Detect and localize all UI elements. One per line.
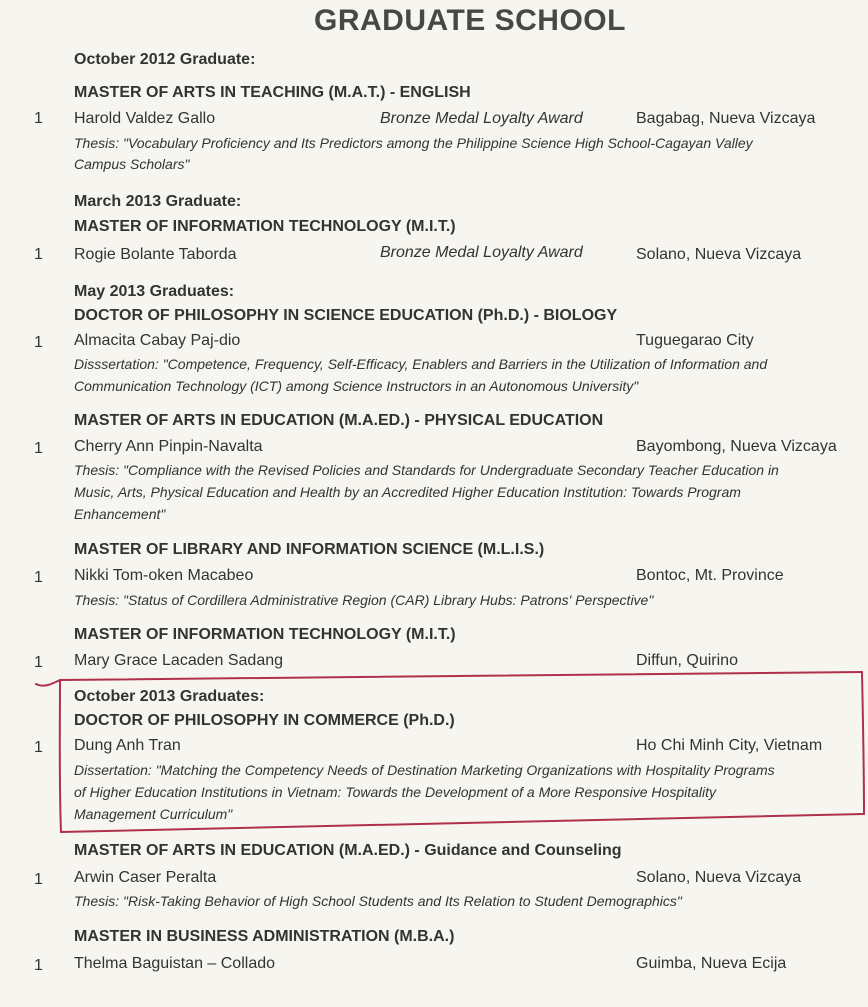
thesis-line: Communication Technology (ICT) among Science Instructors in an Autonomous University" [74,378,639,394]
place: Guimba, Nueva Ecija [636,955,787,972]
program-title: DOCTOR OF PHILOSOPHY IN SCIENCE EDUCATION (Ph.D.) - BIOLOGY [74,307,618,324]
thesis-line: Enhancement" [74,506,166,522]
graduate-name: Arwin Caser Peralta [74,869,217,886]
thesis-line: Disssertation: "Competence, Frequency, Self-Efficacy, Enablers and Barriers in the Utilization of Information and [74,356,768,372]
program-title: MASTER IN BUSINESS ADMINISTRATION (M.B.A.) [74,928,455,945]
graduate-name: Dung Anh Tran [74,737,181,754]
graduate-label: October 2012 Graduate: [74,51,256,68]
award: Bronze Medal Loyalty Award [380,244,583,261]
program-title: MASTER OF INFORMATION TECHNOLOGY (M.I.T.) [74,218,456,235]
graduate-name: Nikki Tom-oken Macabeo [74,567,254,584]
program-title: MASTER OF ARTS IN EDUCATION (M.A.ED.) - PHYSICAL EDUCATION [74,412,604,429]
place: Bagabag, Nueva Vizcaya [636,110,816,127]
entry-number: 1 [34,569,43,586]
thesis-line: Thesis: "Compliance with the Revised Policies and Standards for Undergraduate Secondary Teacher Education in [74,462,779,478]
place: Diffun, Quirino [636,652,738,669]
thesis-line: Management Curriculum" [74,806,233,822]
graduate-label: October 2013 Graduates: [74,688,265,705]
graduate-name: Rogie Bolante Taborda [74,246,237,263]
thesis-line: Thesis: "Risk-Taking Behavior of High School Students and Its Relation to Student Demographics" [74,893,682,909]
graduate-label: May 2013 Graduates: [74,283,235,300]
thesis-line: Dissertation: "Matching the Competency Needs of Destination Marketing Organizations with Hospitality Programs [74,762,775,778]
thesis-line: Campus Scholars" [74,156,190,172]
thesis-line: Music, Arts, Physical Education and Health by an Accredited Higher Education Institution: Towards Program [74,484,741,500]
entry-number: 1 [34,654,43,671]
entry-number: 1 [34,334,43,351]
entry-number: 1 [34,957,43,974]
entry-number: 1 [34,871,43,888]
place: Solano, Nueva Vizcaya [636,869,802,886]
entry-number: 1 [34,246,43,263]
thesis-line: Thesis: "Status of Cordillera Administrative Region (CAR) Library Hubs: Patrons' Perspective" [74,592,654,608]
award: Bronze Medal Loyalty Award [380,110,583,127]
thesis-line: Thesis: "Vocabulary Proficiency and Its Predictors among the Philippine Science High School-Cagayan Valley [74,135,753,151]
graduate-name: Cherry Ann Pinpin-Navalta [74,438,263,455]
place: Solano, Nueva Vizcaya [636,246,802,263]
graduate-name: Almacita Cabay Paj-dio [74,332,241,349]
graduate-name: Thelma Baguistan – Collado [74,955,276,972]
program-title: MASTER OF ARTS IN TEACHING (M.A.T.) - ENGLISH [74,84,471,101]
entry-number: 1 [34,739,43,756]
entry-number: 1 [34,440,43,457]
entry-number: 1 [34,110,43,127]
place: Bayombong, Nueva Vizcaya [636,438,837,455]
place: Ho Chi Minh City, Vietnam [636,737,823,754]
place: Tuguegarao City [636,332,754,349]
page-title: GRADUATE SCHOOL [314,4,626,37]
graduate-label: March 2013 Graduate: [74,193,242,210]
place: Bontoc, Mt. Province [636,567,784,584]
program-title: DOCTOR OF PHILOSOPHY IN COMMERCE (Ph.D.) [74,712,455,729]
program-title: MASTER OF LIBRARY AND INFORMATION SCIENCE (M.L.I.S.) [74,541,545,558]
graduate-name: Harold Valdez Gallo [74,110,216,127]
program-title: MASTER OF ARTS IN EDUCATION (M.A.ED.) - Guidance and Counseling [74,842,622,859]
thesis-line: of Higher Education Institutions in Vietnam: Towards the Development of a More Responsive Hospitality [74,784,717,800]
program-title: MASTER OF INFORMATION TECHNOLOGY (M.I.T.) [74,626,456,643]
graduate-name: Mary Grace Lacaden Sadang [74,652,284,669]
